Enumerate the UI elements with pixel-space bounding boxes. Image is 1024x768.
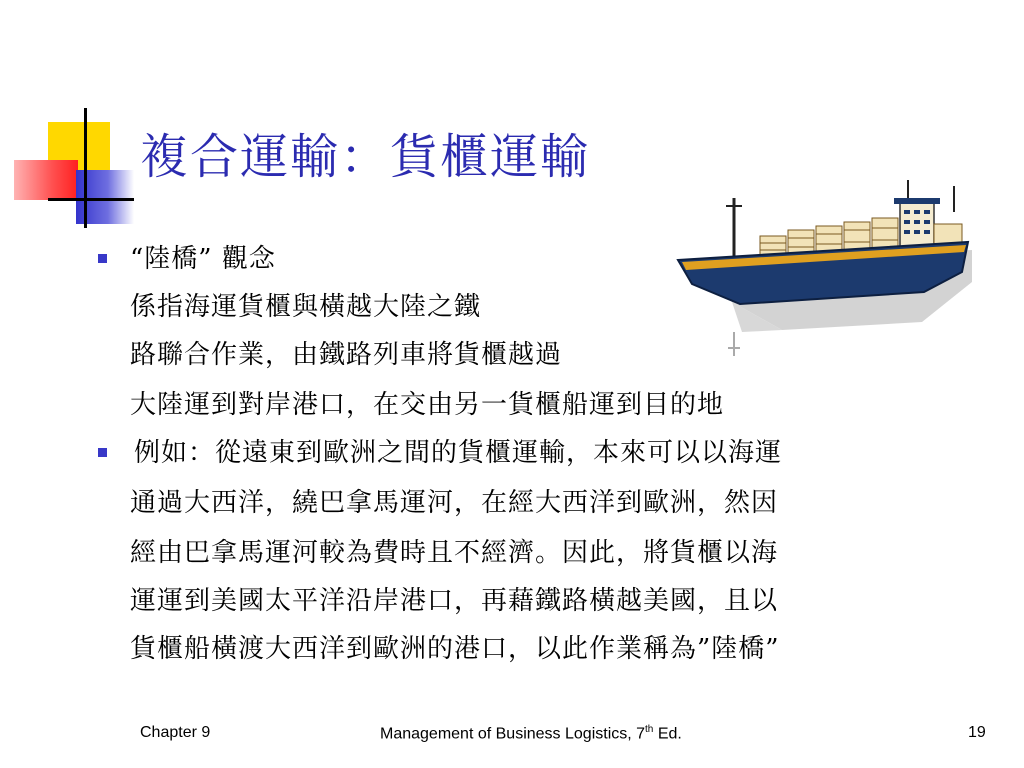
bullet-2-line-5: 貨櫃船橫渡大西洋到歐洲的港口，以此作業稱為”陸橋” xyxy=(130,634,780,664)
decor-vertical-line xyxy=(84,108,87,228)
container-ship-icon xyxy=(672,172,982,362)
bullet-marker-2 xyxy=(98,448,107,457)
bullet-2-line-4: 運運到美國太平洋沿岸港口，再藉鐵路橫越美國，且以 xyxy=(130,586,779,616)
bullet-2-line-1: 例如：從遠東到歐洲之間的貨櫃運輸，本來可以以海運 xyxy=(134,438,783,468)
bullet-2-line-3: 經由巴拿馬運河較為費時且不經濟。因此，將貨櫃以海 xyxy=(130,538,779,568)
footer-page-number: 19 xyxy=(968,724,986,741)
footer-book-suffix: Ed. xyxy=(653,725,682,743)
footer-book-title-text: Management of Business Logistics, 7 xyxy=(380,725,646,743)
bullet-1-line-2: 係指海運貨櫃與橫越大陸之鐵 xyxy=(130,292,482,322)
bullet-1-line-3: 路聯合作業，由鐵路列車將貨櫃越過 xyxy=(130,340,563,370)
bullet-1-line-4: 大陸運到對岸港口，在交由另一貨櫃船運到目的地 xyxy=(130,390,725,420)
bullet-1-line-1: “陸橋” 觀念 xyxy=(130,244,276,274)
bullet-marker-1 xyxy=(98,254,107,263)
slide-title: 複合運輸：貨櫃運輸 xyxy=(140,129,591,185)
decor-red-square xyxy=(14,160,78,200)
decor-horizontal-line xyxy=(48,198,134,201)
footer-chapter: Chapter 9 xyxy=(140,724,211,741)
bullet-2-line-2: 通過大西洋，繞巴拿馬運河，在經大西洋到歐洲，然因 xyxy=(130,488,779,518)
footer-edition-superscript: th xyxy=(645,724,654,735)
footer-book-title xyxy=(380,724,682,743)
